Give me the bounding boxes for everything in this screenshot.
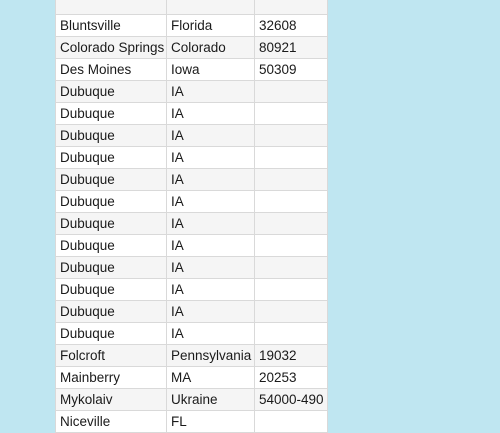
city-cell: Dubuque [56, 147, 167, 169]
zip-cell [255, 103, 328, 125]
zip-cell [255, 301, 328, 323]
zip-cell: 32608 [255, 15, 328, 37]
zip-cell: 54000-490 [255, 389, 328, 411]
state-cell: IA [167, 147, 255, 169]
city-cell: Dubuque [56, 81, 167, 103]
city-cell: Des Moines [56, 59, 167, 81]
city-cell: Folcroft [56, 345, 167, 367]
table-row [56, 279, 328, 301]
state-cell: IA [167, 213, 255, 235]
zip-cell: 80921 [255, 37, 328, 59]
zip-cell: 20253 [255, 367, 328, 389]
zip-cell [255, 125, 328, 147]
table-row [56, 257, 328, 279]
zip-cell [255, 257, 328, 279]
state-cell: IA [167, 323, 255, 345]
zip-cell: 50309 [255, 59, 328, 81]
data-table-container [55, 0, 327, 433]
zip-cell: 19032 [255, 345, 328, 367]
table-row [56, 411, 328, 433]
state-cell: Florida [167, 15, 255, 37]
city-cell: Mainberry [56, 367, 167, 389]
city-cell: Bluntsville [56, 15, 167, 37]
table-row [56, 213, 328, 235]
city-cell: Dubuque [56, 103, 167, 125]
city-cell: Dubuque [56, 235, 167, 257]
zip-cell [255, 147, 328, 169]
state-cell: IA [167, 279, 255, 301]
zip-cell [255, 191, 328, 213]
city-cell: Mykolaiv [56, 389, 167, 411]
zip-cell [255, 235, 328, 257]
table-row [56, 37, 328, 59]
state-cell: IA [167, 103, 255, 125]
state-cell: IA [167, 81, 255, 103]
table-row [56, 235, 328, 257]
zip-cell [255, 81, 328, 103]
state-cell: IA [167, 191, 255, 213]
table-row [56, 59, 328, 81]
table-row [56, 323, 328, 345]
city-cell: Dubuque [56, 191, 167, 213]
table-row [56, 0, 328, 15]
table-row [56, 169, 328, 191]
zip-cell [255, 323, 328, 345]
state-cell: Colorado [167, 37, 255, 59]
table-row [56, 301, 328, 323]
city-cell: Dubuque [56, 323, 167, 345]
state-cell: MA [167, 367, 255, 389]
zip-cell [255, 213, 328, 235]
city-cell [56, 0, 167, 15]
state-cell: FL [167, 411, 255, 433]
table-row [56, 147, 328, 169]
table-row [56, 15, 328, 37]
state-cell: IA [167, 125, 255, 147]
state-cell [167, 0, 255, 15]
city-cell: Dubuque [56, 213, 167, 235]
state-cell: IA [167, 257, 255, 279]
zip-cell [255, 279, 328, 301]
table-row [56, 103, 328, 125]
zip-cell [255, 169, 328, 191]
state-cell: Ukraine [167, 389, 255, 411]
table-row [56, 345, 328, 367]
state-cell: Pennsylvania [167, 345, 255, 367]
table-row [56, 389, 328, 411]
zip-cell [255, 0, 328, 15]
table-body [56, 0, 328, 433]
city-cell: Dubuque [56, 125, 167, 147]
state-cell: IA [167, 235, 255, 257]
city-cell: Dubuque [56, 257, 167, 279]
state-cell: IA [167, 169, 255, 191]
table-row [56, 81, 328, 103]
state-cell: Iowa [167, 59, 255, 81]
table-row [56, 367, 328, 389]
state-cell: IA [167, 301, 255, 323]
table-row [56, 125, 328, 147]
city-cell: Dubuque [56, 279, 167, 301]
zip-cell [255, 411, 328, 433]
city-cell: Niceville [56, 411, 167, 433]
data-table [55, 0, 328, 433]
city-cell: Dubuque [56, 169, 167, 191]
city-cell: Colorado Springs [56, 37, 167, 59]
city-cell: Dubuque [56, 301, 167, 323]
table-row [56, 191, 328, 213]
